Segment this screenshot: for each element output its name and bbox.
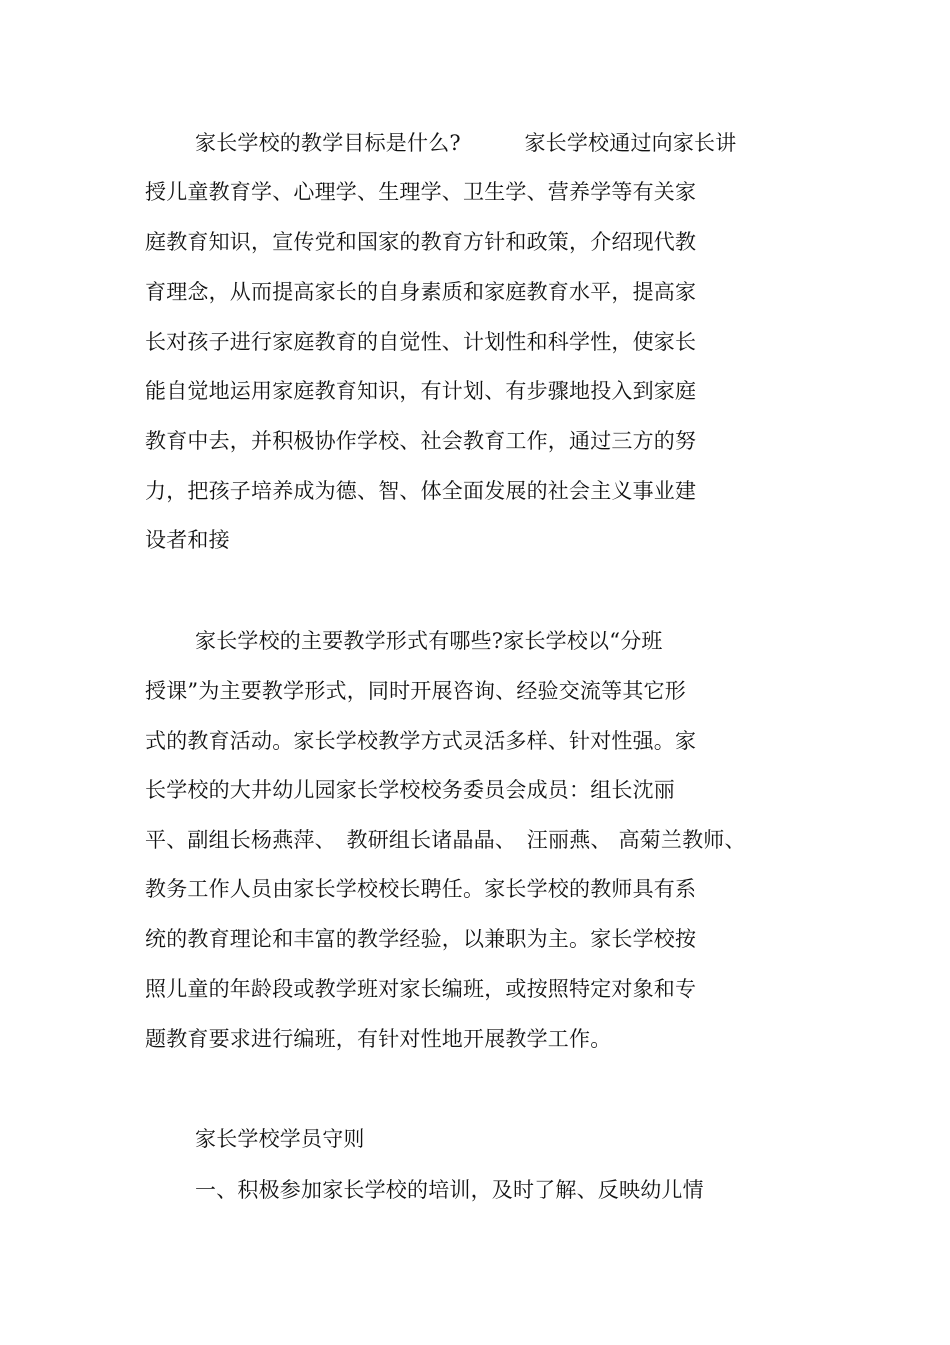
paragraph-1-line-9: 设者和接 xyxy=(145,528,230,552)
paragraph-2-line-7: 统的教育理论和丰富的教学经验，以兼职为主。家长学校按 xyxy=(145,927,697,951)
paragraph-2-line-6: 教务工作人员由家长学校校长聘任。家长学校的教师具有系 xyxy=(145,877,697,901)
paragraph-1-line-7: 教育中去，并积极协作学校、社会教育工作，通过三方的努 xyxy=(145,429,697,453)
paragraph-3-line-1: 一、积极参加家长学校的培训，及时了解、反映幼儿情 xyxy=(195,1178,704,1202)
paragraph-1-line-6: 能自觉地运用家庭教育知识，有计划、有步骤地投入到家庭 xyxy=(145,379,697,403)
paragraph-2-line-1: 家长学校的主要教学形式有哪些?家长学校以“分班 xyxy=(195,629,663,653)
paragraph-1-line-8: 力，把孩子培养成为德、智、体全面发展的社会主义事业建 xyxy=(145,479,697,503)
paragraph-1-line-5: 长对孩子进行家庭教育的自觉性、计划性和科学性，使家长 xyxy=(145,330,697,354)
paragraph-2-line-3: 式的教育活动。家长学校教学方式灵活多样、针对性强。家 xyxy=(145,729,697,753)
paragraph-2-line-5: 平、副组长杨燕萍、 教研组长诸晶晶、 汪丽燕、 高菊兰教师、 xyxy=(145,828,746,852)
paragraph-1-line-4: 育理念，从而提高家长的自身素质和家庭教育水平，提高家 xyxy=(145,280,697,304)
paragraph-2-line-4: 长学校的大井幼儿园家长学校校务委员会成员：组长沈丽 xyxy=(145,778,675,802)
paragraph-1-line-2: 授儿童教育学、心理学、生理学、卫生学、营养学等有关家 xyxy=(145,180,697,204)
paragraph-1-line-1: 家长学校的教学目标是什么? 家长学校通过向家长讲 xyxy=(195,131,737,155)
section-heading-student-rules: 家长学校学员守则 xyxy=(195,1127,365,1151)
paragraph-2-line-2: 授课”为主要教学形式，同时开展咨询、经验交流等其它形 xyxy=(145,679,686,703)
paragraph-2-line-8: 照儿童的年龄段或教学班对家长编班，或按照特定对象和专 xyxy=(145,977,697,1001)
paragraph-2-line-9: 题教育要求进行编班，有针对性地开展教学工作。 xyxy=(145,1027,612,1051)
paragraph-1-line-3: 庭教育知识，宣传党和国家的教育方针和政策，介绍现代教 xyxy=(145,230,697,254)
